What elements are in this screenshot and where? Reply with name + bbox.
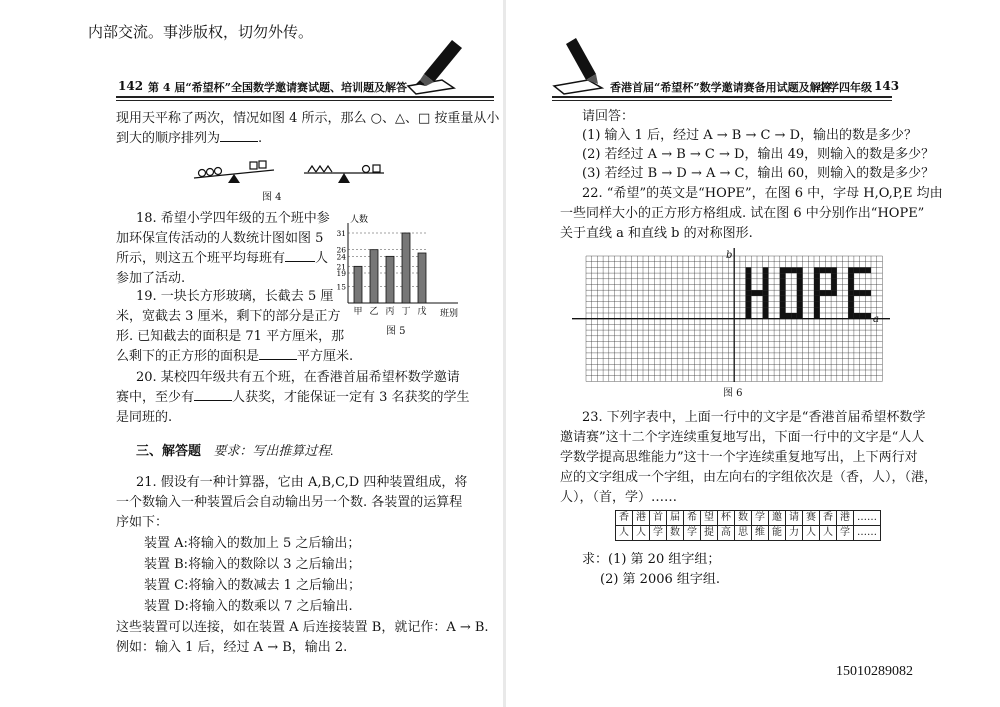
table-cell: 学 — [684, 526, 701, 541]
q21-line: 一个数输入一种装置后会自动输出另一个数. 各装置的运算程 — [116, 495, 463, 510]
table-cell: 学 — [837, 526, 854, 541]
device-d: 装置 D:将输入的数乘以 7 之后输出. — [144, 599, 353, 614]
table-cell: 邀 — [769, 511, 786, 526]
q22-line: 22. “希望”的英文是“HOPE”，在图 6 中，字母 H,O,P,E 均由 — [582, 186, 943, 201]
balance-scales-figure — [190, 152, 390, 190]
pen-icon — [548, 36, 612, 96]
table-cell: 望 — [701, 511, 718, 526]
table-cell: 能 — [769, 526, 786, 541]
table-cell: 学 — [650, 526, 667, 541]
q21-line: 序如下： — [116, 515, 169, 530]
x-tick-label: 甲 — [353, 307, 363, 317]
x-tick-label: 丁 — [401, 307, 411, 317]
q18-line: 加环保宣传活动的人数统计图如图 5 — [116, 231, 324, 246]
y-axis-label: 人数 — [350, 215, 369, 225]
answer-blank — [285, 249, 315, 262]
table-cell: 人 — [633, 526, 650, 541]
x-tick-label: 乙 — [369, 307, 379, 317]
q20-line: 赛中，至少有 人获奖，才能保证一定有 3 名获奖的学生 — [116, 390, 470, 405]
q21-line: 例如：输入 1 后，经过 A → B，输出 2. — [116, 640, 348, 655]
right-running-title: 香港首届“希望杯”数学邀请赛备用试题及解答 — [610, 81, 832, 94]
q22-line: 一些同样大小的正方形方格组成. 试在图 6 中分别作出“HOPE” — [560, 206, 925, 221]
table-cell: 人 — [616, 526, 633, 541]
right-grade: 小学四年级 — [817, 81, 872, 94]
table-cell: 维 — [752, 526, 769, 541]
question-21-3: (3) 若经过 B → D → A → C，输出 60，则输入的数是多少？ — [582, 166, 935, 181]
q23-line: 学数学提高思维能力”这十一个字连续重复地写出，上下两行对 — [560, 450, 918, 465]
fig5-caption: 图 5 — [386, 326, 406, 337]
bar-丙 — [386, 256, 394, 303]
pen-icon — [402, 34, 466, 96]
left-page-number: 142 — [118, 79, 144, 93]
x-tick-label: 戊 — [417, 307, 427, 317]
bar-戊 — [418, 253, 426, 303]
q19-line: 么剩下的正方形的面积是 平方厘米. — [116, 349, 354, 364]
q22-line: 关于直线 a 和直线 b 的对称图形. — [560, 226, 753, 241]
table-cell: 港 — [633, 511, 650, 526]
bar-丁 — [402, 233, 410, 303]
table-cell: 希 — [684, 511, 701, 526]
ask-line: 请回答： — [582, 109, 635, 124]
fig6-caption: 图 6 — [723, 388, 743, 399]
hope-grid-figure — [572, 248, 890, 382]
table-cell: 香 — [820, 511, 837, 526]
device-c: 装置 C:将输入的数减去 1 之后输出； — [144, 578, 361, 593]
q23-line: 人），（首，学）…… — [560, 490, 678, 505]
x-axis-label: 班别 — [440, 309, 459, 319]
q19-line: 米，宽截去 3 厘米，剩下的部分是正方 — [116, 309, 341, 324]
y-tick-label: 26 — [336, 245, 346, 255]
table-cell: 学 — [752, 511, 769, 526]
table-cell: 港 — [837, 511, 854, 526]
answer-blank — [259, 347, 297, 360]
table-cell: 思 — [735, 526, 752, 541]
axis-a-label: a — [873, 314, 879, 325]
answer-blank — [194, 388, 232, 401]
bar-乙 — [370, 250, 378, 303]
y-tick-label: 24 — [336, 252, 346, 262]
q20-line: 是同班的. — [116, 410, 173, 425]
axis-b-label: b — [726, 250, 733, 261]
table-cell: 杯 — [718, 511, 735, 526]
device-a: 装置 A:将输入的数加上 5 之后输出； — [144, 536, 361, 551]
fig4-caption: 图 4 — [262, 192, 282, 203]
watermark-top: 内部交流。事涉版权，切勿外传。 — [88, 23, 314, 41]
table-cell: …… — [854, 526, 881, 541]
bar-chart-fig5 — [326, 213, 466, 325]
table-cell: 首 — [650, 511, 667, 526]
right-page-number: 143 — [874, 79, 900, 93]
table-cell: 力 — [786, 526, 803, 541]
y-tick-label: 15 — [336, 282, 346, 292]
x-tick-label: 丙 — [385, 307, 395, 317]
q23-line: 应的文字组成一个字组，由左向右的字组依次是（香，人），（港， — [560, 470, 938, 485]
y-tick-label: 31 — [336, 229, 346, 238]
table-cell: 届 — [667, 511, 684, 526]
q23-line: 23. 下列字表中，上面一行中的文字是“香港首届希望杯数学 — [582, 410, 926, 425]
table-cell: 请 — [786, 511, 803, 526]
q20-line: 20. 某校四年级共有五个班，在香港首届希望杯数学邀请 — [136, 370, 460, 385]
table-cell: 数 — [735, 511, 752, 526]
table-cell: 香 — [616, 511, 633, 526]
paragraph-line: 现用天平称了两次，情况如图 4 所示，那么 ○、△、□ 按重量从小 — [116, 111, 500, 126]
watermark-bottom: 15010289082 — [836, 664, 913, 679]
right-header-rule-thin — [552, 100, 892, 101]
q23-line: 邀请赛”这十二个字连续重复地写出，下面一行中的文字是“人人 — [560, 430, 925, 445]
table-row — [616, 511, 881, 526]
question-21-2: (2) 若经过 A → B → C → D，输出 49，则输入的数是多少？ — [582, 147, 935, 162]
q18-line: 所示，则这五个班平均每班有 人 — [116, 251, 329, 266]
seek-line: (2) 第 2006 组字组. — [600, 572, 721, 587]
table-cell: 提 — [701, 526, 718, 541]
q19-line: 形. 已知截去的面积是 71 平方厘米，那 — [116, 329, 345, 344]
right-header-rule — [552, 96, 892, 98]
character-table — [615, 510, 881, 541]
left-header-rule — [116, 96, 494, 98]
seek-line: 求：(1) 第 20 组字组； — [582, 552, 721, 567]
table-row — [616, 526, 881, 541]
q18-line: 18. 希望小学四年级的五个班中参 — [136, 211, 330, 226]
table-cell: …… — [854, 511, 881, 526]
table-cell: 人 — [803, 526, 820, 541]
q18-line: 参加了活动. — [116, 271, 186, 286]
section-heading: 三、解答题 要求：写出推算过程. — [136, 443, 334, 459]
bar-甲 — [354, 266, 362, 303]
question-21-1: (1) 输入 1 后，经过 A → B → C → D，输出的数是多少？ — [582, 128, 917, 143]
left-header-rule-thin — [116, 100, 494, 101]
device-b: 装置 B:将输入的数除以 3 之后输出； — [144, 557, 361, 572]
left-running-title: 第 4 届“希望杯”全国数学邀请赛试题、培训题及解答 — [148, 81, 407, 94]
y-tick-label: 19 — [336, 269, 346, 278]
q21-line: 21. 假设有一种计算器，它由 A,B,C,D 四种装置组成，将 — [136, 475, 468, 490]
table-cell: 人 — [820, 526, 837, 541]
y-tick-label: 21 — [336, 262, 346, 272]
table-cell: 数 — [667, 526, 684, 541]
table-cell: 高 — [718, 526, 735, 541]
q19-line: 19. 一块长方形玻璃，长截去 5 厘 — [136, 289, 334, 304]
book-gutter — [503, 0, 506, 707]
paragraph-line: 到大的顺序排列为 . — [116, 131, 263, 146]
q21-line: 这些装置可以连接，如在装置 A 后连接装置 B，就记作：A → B. — [116, 620, 489, 635]
answer-blank — [220, 129, 258, 142]
table-cell: 赛 — [803, 511, 820, 526]
